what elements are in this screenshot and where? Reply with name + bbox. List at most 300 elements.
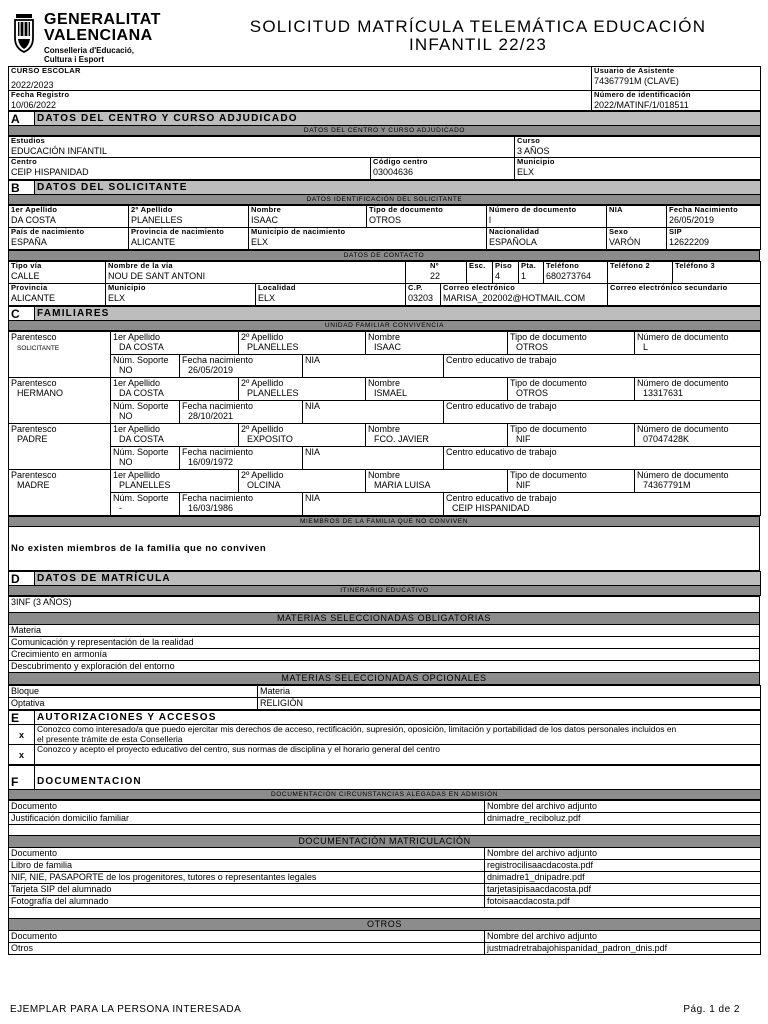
- brand-department-line1: Conselleria d'Educació,: [44, 46, 134, 55]
- itinerario-table: [8, 596, 760, 685]
- fnac-label: Fecha Nacimiento: [669, 205, 738, 214]
- telefono-value: 680273764: [546, 271, 592, 281]
- parentesco-cell: [9, 332, 111, 378]
- codigo-centro-cell: [371, 158, 515, 180]
- parentesco-cell: [9, 470, 111, 516]
- esc-cell: [467, 262, 493, 284]
- codigo-centro-value: 03004636: [373, 167, 414, 177]
- tipovia-value: CALLE: [11, 271, 40, 281]
- curso-escolar-value: 2022/2023: [11, 80, 54, 90]
- doc-file[interactable]: dnimadre1_dnipadre.pdf: [485, 872, 761, 884]
- footer-copy-label: EJEMPLAR PARA LA PERSONA INTERESADA: [10, 1004, 242, 1015]
- cp-value: 03203: [408, 293, 434, 303]
- usuario-value: 74367791M (CLAVE): [594, 76, 679, 86]
- usuario-cell: [592, 67, 761, 91]
- apellido2-cell: [129, 206, 249, 228]
- fecha-registro-cell: [9, 91, 592, 111]
- solicitante-table: [8, 205, 761, 250]
- auth2-checkbox: x: [9, 745, 35, 765]
- pais-cell: [9, 228, 129, 250]
- member-nia-cell: [303, 493, 444, 516]
- doc-file[interactable]: dnimadre_reciboluz.pdf: [485, 813, 761, 825]
- member-apellido2-value: OLCINA: [247, 480, 281, 490]
- member-fnac-cell: [180, 493, 303, 516]
- member-nombre-value: ISAAC: [374, 342, 402, 352]
- fnac-value: 26/05/2019: [669, 215, 715, 225]
- doc-col-header: Documento: [9, 801, 485, 813]
- parentesco-value: MADRE: [17, 480, 50, 490]
- section-d-subheader-opcionales: MATERIAS SELECCIONADAS OPCIONALES: [9, 673, 760, 685]
- member-nombre-cell: [366, 378, 508, 401]
- member-nombre-value: ISMAEL: [374, 388, 408, 398]
- document-title: [208, 18, 748, 54]
- tipodoc-label: Tipo de documento: [369, 205, 444, 214]
- page-number: Pág. 1 de 2: [683, 1004, 740, 1015]
- member-apellido1-value: DA COSTA: [119, 434, 164, 444]
- member-apellido2-cell: [239, 470, 366, 493]
- codigo-centro-label: Código centro: [373, 157, 428, 166]
- member-centro-value: [446, 411, 452, 421]
- parentesco-value: HERMANO: [17, 388, 64, 398]
- numero-id-value: 2022/MATINF/1/018511: [594, 100, 689, 110]
- member-nia-value: [305, 503, 311, 513]
- member-apellido2-label: 2º Apellido: [241, 332, 284, 342]
- numero-value: 22: [430, 271, 441, 281]
- sip-cell: [667, 228, 761, 250]
- cp-cell: [406, 284, 441, 306]
- member-soporte-value: -: [119, 503, 122, 513]
- member-fnac-label: Fecha nacimiento: [182, 493, 254, 503]
- member-nombre-cell: [366, 332, 508, 355]
- municipio-nac-label: Municipio de nacimiento: [251, 227, 346, 236]
- section-c-subheader-convivencia: UNIDAD FAMILIAR CONVIVENCIA: [9, 321, 761, 331]
- member-tipodoc-cell: [508, 332, 635, 355]
- member-soporte-cell: [111, 493, 180, 516]
- section-c-subheader-no-conviven: MIEMBROS DE LA FAMILIA QUE NO CONVIVEN: [9, 517, 760, 527]
- member-fnac-cell: [180, 447, 303, 470]
- member-fnac-value: 16/09/1972: [188, 457, 234, 467]
- doc-name: Tarjeta SIP del alumnado: [9, 884, 485, 896]
- member-numdoc-value: 74367791M: [643, 480, 691, 490]
- member-numdoc-cell: [635, 378, 761, 401]
- member-centro-label: Centro educativo de trabajo: [446, 401, 557, 411]
- doc-file[interactable]: fotoisaacdacosta.pdf: [485, 896, 761, 908]
- fnac-cell: [667, 206, 761, 228]
- fecha-registro-value: 10/06/2022: [11, 100, 57, 110]
- doc-name: Otros: [9, 943, 485, 955]
- member-apellido1-label: 1er Apellido: [113, 378, 161, 388]
- apellido2-value: PLANELLES: [131, 215, 183, 225]
- numero-id-cell: [592, 91, 761, 111]
- member-tipodoc-cell: [508, 378, 635, 401]
- municipio-cell: [515, 158, 761, 180]
- member-apellido1-label: 1er Apellido: [113, 332, 161, 342]
- member-tipodoc-label: Tipo de documento: [510, 378, 587, 388]
- obligatoria-row: Crecimiento en armonía: [9, 649, 760, 661]
- doc-col-header: Documento: [9, 931, 485, 943]
- section-a-title: DATOS DEL CENTRO Y CURSO ADJUDICADO: [35, 112, 761, 126]
- usuario-label: Usuario de Asistente: [594, 66, 675, 75]
- member-nia-value: [305, 411, 311, 421]
- parentesco-cell: [9, 424, 111, 470]
- member-fnac-label: Fecha nacimiento: [182, 447, 254, 457]
- member-apellido2-cell: [239, 424, 366, 447]
- section-f-subheader-matric: DOCUMENTACIÓN MATRICULACIÓN: [9, 836, 761, 848]
- member-numdoc-label: Número de documento: [637, 332, 729, 342]
- parentesco-value: SOLICITANTE: [17, 345, 60, 352]
- no-conviven-text: No existen miembros de la familia que no conviven: [9, 527, 760, 571]
- familiares-table: [8, 331, 761, 516]
- c-provincia-value: ALICANTE: [11, 293, 56, 303]
- piso-cell: [493, 262, 519, 284]
- parentesco-label: Parentesco: [11, 332, 57, 342]
- obligatoria-row: Descubrimento y exploración del entorno: [9, 661, 760, 673]
- numdoc-label: Número de documento: [489, 205, 577, 214]
- section-c-letter: C: [9, 307, 35, 321]
- itinerario-value: 3INF (3 AÑOS): [9, 597, 760, 613]
- member-apellido2-value: PLANELLES: [247, 342, 299, 352]
- member-apellido1-label: 1er Apellido: [113, 470, 161, 480]
- member-apellido2-label: 2º Apellido: [241, 378, 284, 388]
- nacionalidad-label: Nacionalidad: [489, 227, 540, 236]
- family-member-row: [9, 332, 761, 355]
- member-apellido2-cell: [239, 332, 366, 355]
- esc-label: Esc.: [469, 261, 486, 270]
- provincia-nac-value: ALICANTE: [131, 237, 176, 247]
- telefono2-value: [610, 270, 670, 271]
- member-fnac-label: Fecha nacimiento: [182, 355, 254, 365]
- auth1-line1: Conozco como interesado/a que puedo ejercitar mis derechos de acceso, rectificación, supresión, oposición, limitación y portabilidad de los datos personales incluidos en: [37, 724, 677, 734]
- tipovia-label: Tipo vía: [11, 261, 42, 270]
- member-soporte-cell: [111, 401, 180, 424]
- section-c: [8, 306, 761, 331]
- section-e-letter: E: [9, 711, 35, 725]
- pta-cell: [519, 262, 544, 284]
- municipio-nac-cell: [249, 228, 487, 250]
- auth1-checkbox: x: [9, 725, 35, 745]
- member-nombre-label: Nombre: [368, 470, 401, 480]
- title-line2: INFANTIL 22/23: [408, 35, 548, 54]
- document-header: [8, 0, 760, 66]
- curso-escolar-cell: [9, 67, 592, 91]
- numero-label: Nº: [430, 261, 439, 270]
- section-f-subheader-admision: DOCUMENTACIÓN CIRCUNSTANCIAS ALEGADAS EN ADMISIÓN: [9, 790, 761, 800]
- email2-cell: [608, 284, 761, 306]
- nia-cell: [607, 206, 667, 228]
- numdoc-cell: [487, 206, 607, 228]
- municipio-label: Municipio: [517, 157, 555, 166]
- parentesco-label: Parentesco: [11, 424, 57, 434]
- opc-materia-label: Materia: [258, 686, 761, 698]
- member-apellido1-cell: [111, 424, 239, 447]
- brand-name-line2: VALENCIANA: [44, 27, 153, 44]
- generalitat-crest-icon: [12, 12, 36, 54]
- curso-cell: [515, 137, 761, 158]
- telefono3-cell: [673, 262, 761, 284]
- no-conviven-block: [8, 516, 760, 571]
- member-apellido2-value: PLANELLES: [247, 388, 299, 398]
- via-label: Nombre de la vía: [108, 261, 173, 270]
- section-d-subheader-obligatorias: MATERIAS SELECCIONADAS OBLIGATORIAS: [9, 613, 760, 625]
- member-tipodoc-value: NIF: [516, 480, 531, 490]
- member-apellido2-label: 2º Apellido: [241, 424, 284, 434]
- file-col-header: Nombre del archivo adjunto: [485, 931, 761, 943]
- section-e-title: AUTORIZACIONES Y ACCESOS: [35, 711, 761, 725]
- telefono2-label: Teléfono 2: [610, 261, 650, 270]
- centro-cell: [9, 158, 371, 180]
- centro-table: [8, 136, 761, 180]
- curso-value: 3 AÑOS: [517, 146, 550, 156]
- member-nombre-cell: [366, 470, 508, 493]
- email2-value: [610, 292, 758, 293]
- section-e: [8, 710, 761, 765]
- pais-value: ESPAÑA: [11, 237, 47, 247]
- document-page: [8, 0, 760, 955]
- pais-label: País de nacimiento: [11, 227, 85, 236]
- numero-id-label: Número de identificación: [594, 90, 691, 99]
- section-b-letter: B: [9, 181, 35, 195]
- section-b-subheader-id: DATOS IDENTIFICACIÓN DEL SOLICITANTE: [9, 195, 761, 205]
- provincia-nac-cell: [129, 228, 249, 250]
- centro-value: CEIP HISPANIDAD: [11, 167, 89, 177]
- family-member-row-detail: [9, 493, 761, 516]
- telefono-label: Teléfono: [546, 261, 580, 270]
- esc-value: [469, 270, 490, 271]
- telefono2-cell: [608, 262, 673, 284]
- sip-value: 12622209: [669, 237, 710, 247]
- nacionalidad-value: ESPAÑOLA: [489, 237, 537, 247]
- email-label: Correo electrónico: [443, 283, 516, 292]
- nacionalidad-cell: [487, 228, 607, 250]
- docs-admision-table: [8, 800, 761, 955]
- member-soporte-label: Núm. Soporte: [113, 493, 169, 503]
- doc-file[interactable]: tarjetasipisaacdacosta.pdf: [485, 884, 761, 896]
- member-centro-value: [446, 457, 452, 467]
- member-nia-label: NIA: [305, 401, 321, 411]
- file-col-header: Nombre del archivo adjunto: [485, 848, 761, 860]
- member-nia-cell: [303, 401, 444, 424]
- tipovia-cell: [9, 262, 106, 284]
- section-b-title: DATOS DEL SOLICITANTE: [35, 181, 761, 195]
- nombre-label: Nombre: [251, 205, 282, 214]
- member-numdoc-cell: [635, 424, 761, 447]
- section-b: [8, 180, 761, 205]
- estudios-label: Estudios: [11, 136, 46, 145]
- member-apellido1-cell: [111, 332, 239, 355]
- family-member-row: [9, 470, 761, 493]
- member-numdoc-label: Número de documento: [637, 424, 729, 434]
- section-f-title: DOCUMENTACIÓN: [35, 776, 761, 790]
- member-tipodoc-label: Tipo de documento: [510, 332, 587, 342]
- member-fnac-value: 26/05/2019: [188, 365, 234, 375]
- parentesco-label: Parentesco: [11, 470, 57, 480]
- family-member-row-detail: [9, 355, 761, 378]
- opcionales-table: [8, 685, 761, 710]
- section-b-subheader-contact: DATOS DE CONTACTO: [9, 251, 760, 261]
- opc-materia-value: RELIGIÓN: [258, 698, 761, 710]
- member-tipodoc-label: Tipo de documento: [510, 424, 587, 434]
- sexo-value: VARÓN: [609, 237, 641, 247]
- c-provincia-label: Provincia: [11, 283, 48, 292]
- family-member-row: [9, 424, 761, 447]
- member-apellido1-value: DA COSTA: [119, 388, 164, 398]
- table-row: [9, 884, 761, 896]
- member-nia-value: [305, 365, 311, 375]
- member-apellido2-value: EXPOSITO: [247, 434, 293, 444]
- member-nombre-label: Nombre: [368, 332, 401, 342]
- member-apellido2-cell: [239, 378, 366, 401]
- member-fnac-cell: [180, 401, 303, 424]
- section-c-title: FAMILIARES: [35, 307, 761, 321]
- member-nia-label: NIA: [305, 493, 321, 503]
- contacto-table: [8, 261, 761, 306]
- tipodoc-cell: [367, 206, 487, 228]
- member-apellido1-cell: [111, 378, 239, 401]
- doc-name: Fotografía del alumnado: [9, 896, 485, 908]
- member-numdoc-value: L: [643, 342, 649, 352]
- member-nombre-cell: [366, 424, 508, 447]
- doc-file[interactable]: justmadretrabajohispanidad_padron_dnis.pdf: [485, 943, 761, 955]
- doc-name: Justificación domicilio familiar: [9, 813, 485, 825]
- member-soporte-label: Núm. Soporte: [113, 355, 169, 365]
- opc-bloque-label: Bloque: [9, 686, 258, 698]
- section-d: [8, 571, 761, 596]
- member-centro-cell: [444, 355, 761, 378]
- member-apellido1-cell: [111, 470, 239, 493]
- section-f-letter: F: [9, 776, 35, 790]
- numdoc-value: l: [489, 215, 491, 225]
- member-tipodoc-cell: [508, 424, 635, 447]
- file-col-header: Nombre del archivo adjunto: [485, 801, 761, 813]
- brand-name-line1: GENERALITAT: [44, 11, 161, 28]
- email-cell: [441, 284, 608, 306]
- c-municipio-value: ELX: [108, 293, 126, 303]
- section-f-subheader-otros: OTROS: [9, 919, 761, 931]
- table-row: [9, 872, 761, 884]
- doc-file[interactable]: registrocilisaacdacosta.pdf: [485, 860, 761, 872]
- auth2-text: Conozco y acepto el proyecto educativo del centro, sus normas de disciplina y el horario general del centro: [35, 745, 761, 765]
- municipio-value: ELX: [517, 167, 535, 177]
- opc-bloque-value: Optativa: [9, 698, 258, 710]
- member-nia-value: [305, 457, 311, 467]
- section-a-subheader: DATOS DEL CENTRO Y CURSO ADJUDICADO: [9, 126, 761, 136]
- c-municipio-cell: [106, 284, 256, 306]
- member-soporte-label: Núm. Soporte: [113, 447, 169, 457]
- email2-label: Correo electrónico secundario: [610, 283, 728, 292]
- member-centro-value: CEIP HISPANIDAD: [452, 503, 530, 513]
- member-centro-value: [446, 365, 452, 375]
- member-nombre-label: Nombre: [368, 424, 401, 434]
- piso-label: Piso: [495, 261, 513, 270]
- curso-escolar-label: CURSO ESCOLAR: [11, 66, 81, 75]
- table-row: [9, 813, 761, 825]
- member-fnac-cell: [180, 355, 303, 378]
- localidad-label: Localidad: [258, 283, 296, 292]
- member-centro-label: Centro educativo de trabajo: [446, 447, 557, 457]
- member-centro-cell: [444, 493, 761, 516]
- member-nia-cell: [303, 447, 444, 470]
- municipio-nac-value: ELX: [251, 237, 269, 247]
- title-line1: SOLICITUD MATRÍCULA TELEMÁTICA EDUCACIÓN: [249, 17, 707, 36]
- doc-name: Libro de familia: [9, 860, 485, 872]
- member-tipodoc-value: OTROS: [516, 388, 549, 398]
- pta-label: Pta.: [521, 261, 536, 270]
- member-fnac-value: 28/10/2021: [188, 411, 234, 421]
- member-nia-label: NIA: [305, 355, 321, 365]
- table-row: [9, 896, 761, 908]
- tipodoc-value: OTROS: [369, 215, 402, 225]
- member-soporte-value: NO: [119, 365, 133, 375]
- member-soporte-value: NO: [119, 457, 133, 467]
- member-apellido1-value: DA COSTA: [119, 342, 164, 352]
- localidad-value: ELX: [258, 293, 276, 303]
- member-tipodoc-cell: [508, 470, 635, 493]
- member-nombre-label: Nombre: [368, 378, 401, 388]
- fecha-registro-label: Fecha Registro: [11, 90, 70, 99]
- member-numdoc-cell: [635, 470, 761, 493]
- member-centro-cell: [444, 447, 761, 470]
- provincia-nac-label: Provincia de nacimiento: [131, 227, 225, 236]
- family-member-row: [9, 378, 761, 401]
- member-tipodoc-value: OTROS: [516, 342, 549, 352]
- member-apellido1-value: PLANELLES: [119, 480, 171, 490]
- estudios-value: EDUCACIÓN INFANTIL: [11, 146, 108, 156]
- member-nombre-value: MARIA LUISA: [374, 480, 431, 490]
- nombre-value: ISAAC: [251, 215, 279, 225]
- c-municipio-label: Municipio: [108, 283, 146, 292]
- auth1-text: [35, 725, 761, 745]
- section-d-title: DATOS DE MATRÍCULA: [35, 572, 761, 586]
- auth1-line2: el presente trámite de esta Conselleria: [37, 733, 183, 744]
- member-centro-label: Centro educativo de trabajo: [446, 355, 557, 365]
- curso-label: Curso: [517, 136, 541, 145]
- apellido1-value: DA COSTA: [11, 215, 56, 225]
- cp-label: C.P.: [408, 283, 423, 292]
- section-a-letter: A: [9, 112, 35, 126]
- contacto-subheader: [8, 250, 760, 261]
- apellido2-label: 2º Apellido: [131, 205, 173, 214]
- section-f: [8, 765, 761, 800]
- family-member-row-detail: [9, 447, 761, 470]
- member-soporte-label: Núm. Soporte: [113, 401, 169, 411]
- section-d-subheader-itinerario: ITINERARIO EDUCATIVO: [9, 586, 761, 596]
- parentesco-label: Parentesco: [11, 378, 57, 388]
- member-soporte-cell: [111, 355, 180, 378]
- nia-value: [609, 214, 664, 215]
- sexo-label: Sexo: [609, 227, 629, 236]
- member-tipodoc-label: Tipo de documento: [510, 470, 587, 480]
- member-numdoc-label: Número de documento: [637, 470, 729, 480]
- section-a: [8, 111, 761, 136]
- localidad-cell: [256, 284, 406, 306]
- apellido1-label: 1er Apellido: [11, 205, 58, 214]
- via-cell: [106, 262, 406, 284]
- nia-label: NIA: [609, 205, 623, 214]
- apellido1-cell: [9, 206, 129, 228]
- telefono3-value: [675, 270, 758, 271]
- obligatoria-row: Materia: [9, 625, 760, 637]
- sip-label: SIP: [669, 227, 682, 236]
- parentesco-cell: [9, 378, 111, 424]
- member-apellido1-label: 1er Apellido: [113, 424, 161, 434]
- pta-value: 1: [521, 271, 527, 281]
- member-numdoc-label: Número de documento: [637, 378, 729, 388]
- piso-value: 4: [495, 271, 501, 281]
- estudios-cell: [9, 137, 515, 158]
- member-apellido2-label: 2º Apellido: [241, 470, 284, 480]
- telefono3-label: Teléfono 3: [675, 261, 715, 270]
- parentesco-value: PADRE: [17, 434, 48, 444]
